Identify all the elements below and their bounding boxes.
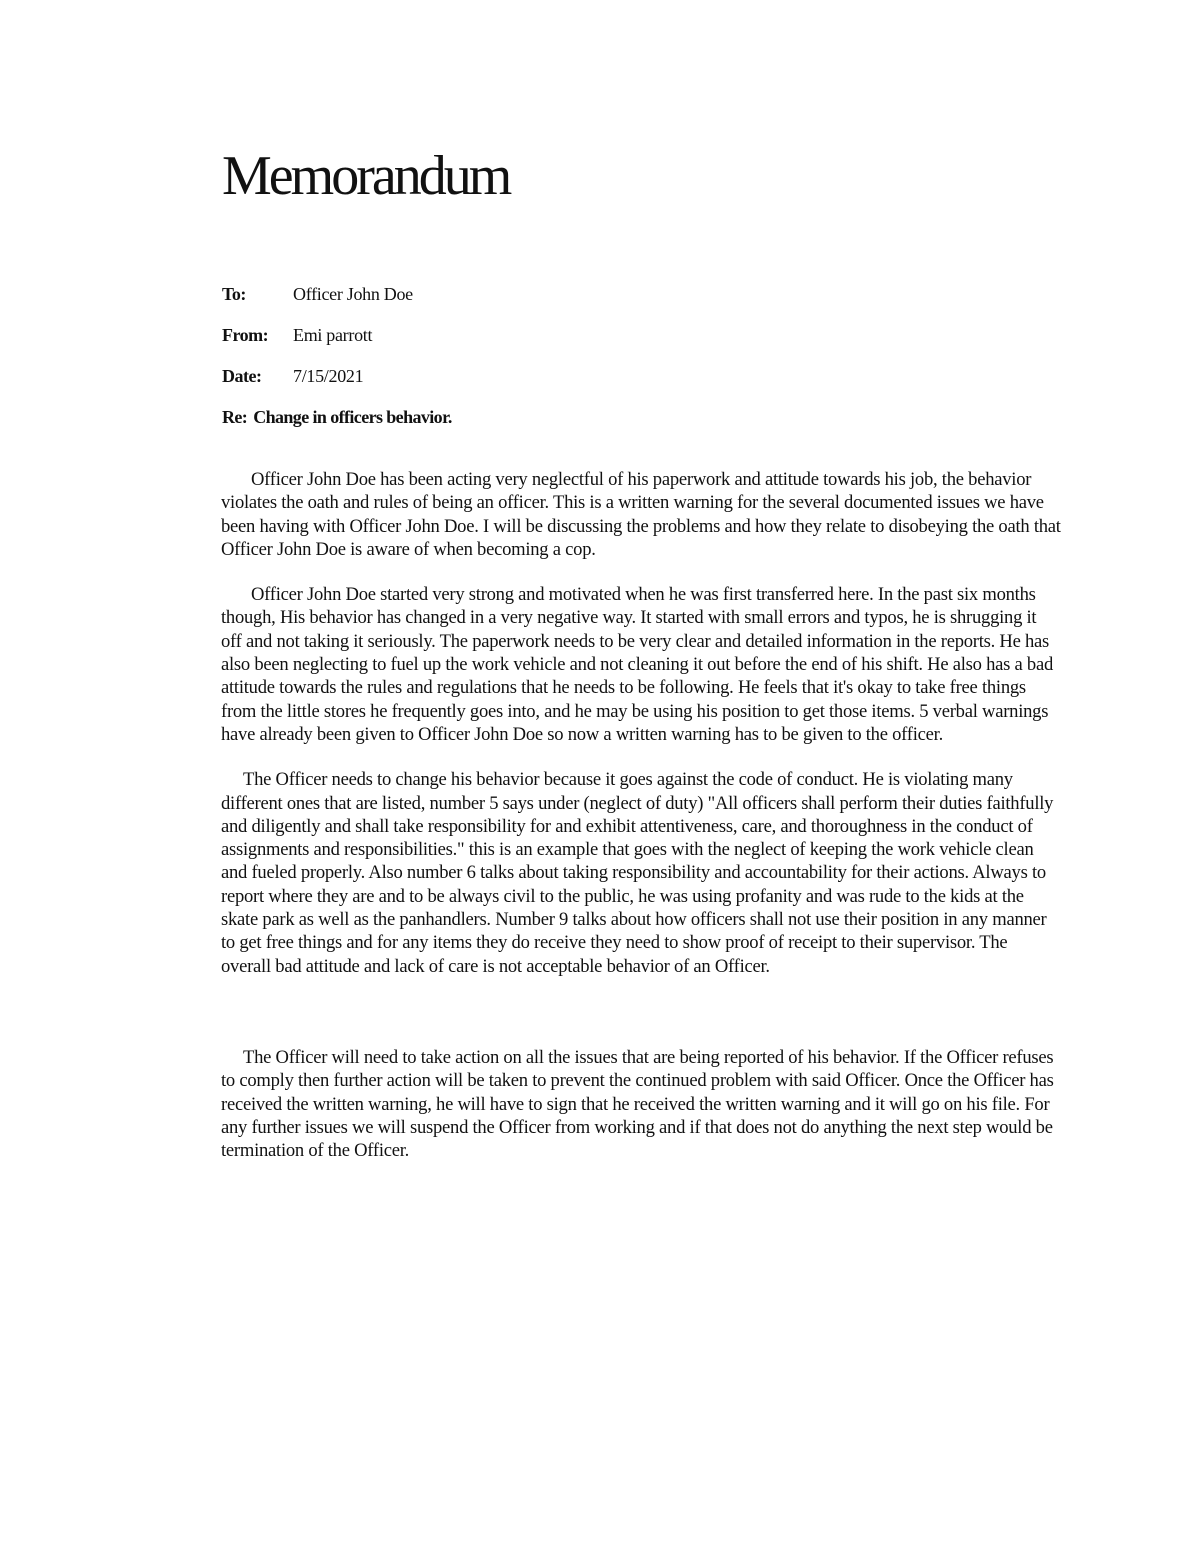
from-value: Emi parrott — [293, 325, 373, 345]
to-label: To: — [222, 284, 246, 304]
from-label: From: — [222, 325, 269, 345]
to-value: Officer John Doe — [293, 284, 413, 304]
body-paragraph-4: The Officer will need to take action on all the issues that are being reported of his behavior. If the Officer refuses to comply then further action will be taken to prevent the continued problem with said Officer. Once the Officer has received the written warning, he will have to sign that he received the written warning and it will go on his file. For any further issues we will suspend the Officer from working and if that does not do anything the next step would be termination of the Officer. — [221, 1046, 1054, 1162]
to-row — [222, 282, 1022, 323]
memo-title: Memorandum — [222, 145, 510, 207]
date-label: Date: — [222, 366, 262, 386]
memo-body — [221, 468, 1061, 1162]
body-paragraph-2: Officer John Doe started very strong and motivated when he was first transferred here. In the past six months though, His behavior has changed in a very negative way. It started with small errors and typos, he is shrugging it off and not taking it seriously. The paperwork needs to be very clear and detailed information in the reports. He has also been neglecting to fuel up the work vehicle and not cleaning it out before the end of his shift. He also has a bad attitude towards the rules and regulations that he needs to be following. He feels that it's okay to take free things from the little stores he frequently goes into, and he may be using his position to get those items. 5 verbal warnings have already been given to Officer John Doe so now a written warning has to be given to the officer. — [221, 584, 1054, 745]
date-row — [222, 364, 1022, 405]
from-row — [222, 323, 1022, 364]
date-value: 7/15/2021 — [293, 366, 364, 386]
subject-label: Re: — [222, 407, 248, 427]
body-paragraph-1: Officer John Doe has been acting very neglectful of his paperwork and attitude towards his job, the behavior violates the oath and rules of being an officer. This is a written warning for the several documented issues we have been having with Officer John Doe. I will be discussing the problems and how they relate to disobeying the oath that Officer John Doe is aware of when becoming a cop. — [221, 469, 1061, 560]
memo-header — [222, 282, 1022, 429]
body-paragraph-3: The Officer needs to change his behavior because it goes against the code of conduct. He is violating many different ones that are listed, number 5 says under (neglect of duty) "All officers shall perform their duties faithfully and diligently and shall take responsibility for and exhibit attentiveness, care, and thoroughness in the conduct of assignments and responsibilities." this is an example that goes with the neglect of keeping the work vehicle clean and fueled properly. Also number 6 talks about taking responsibility and accountability for their actions. Always to report where they are and to be always civil to the public, he was using profanity and was rude to the kids at the skate park as well as the panhandlers. Number 9 talks about how officers shall not use their position in any manner to get free things and for any items they do receive they need to show proof of receipt to their supervisor. The overall bad attitude and lack of care is not acceptable behavior of an Officer. — [221, 769, 1054, 977]
subject-value: Change in officers behavior. — [253, 407, 452, 427]
subject-row — [222, 405, 1022, 429]
